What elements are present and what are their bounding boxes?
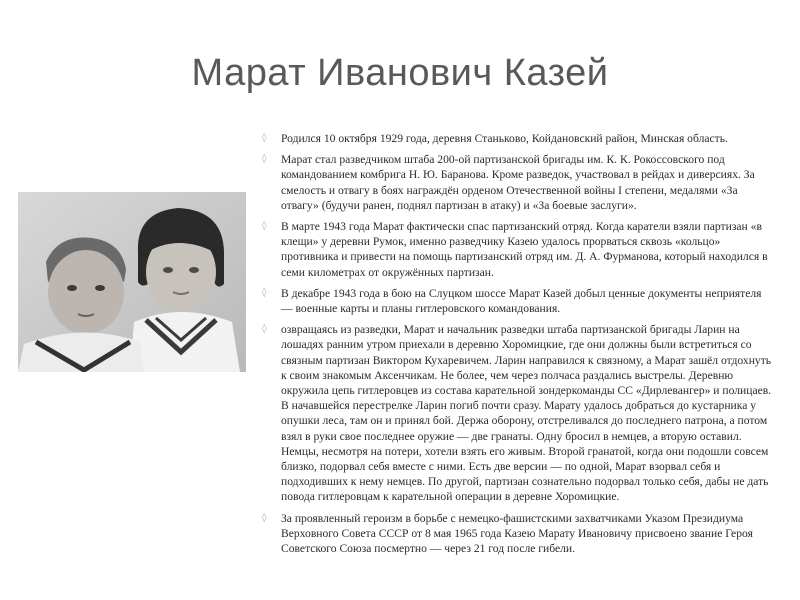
paragraph-text: Марат стал разведчиком штаба 200-ой партизанской бригады им. К. К. Рокоссовского под командованием комбрига Н. Ю. Баранова. Кроме разведок, участвовал в рейдах и диверсиях. За смелость и отвагу в боях награждён орденом Отечественной войны I степени, медалями «За отвагу» (будучи ранен, поднял партизан в атаку) и «За боевые заслуги». (281, 153, 755, 212)
bullet-icon: ◊ (262, 154, 267, 165)
bullet-icon: ◊ (262, 512, 267, 523)
list-item (262, 219, 774, 280)
body-text (262, 131, 774, 562)
paragraph-text: За проявленный героизм в борьбе с немецко-фашистскими захватчиками Указом Президиума Верховного Совета СССР от 8 мая 1965 года Казею Марату Ивановичу присвоено звание Героя Советского Союза посмертно — через 21 год после гибели. (281, 511, 753, 556)
paragraph-text: В марте 1943 года Марат фактически спас партизанский отряд. Когда каратели взяли партизан «в клещи» у деревни Румок, именно разведчику Казею удалось прорваться сквозь «кольцо» противника и привести на помощь партизанский отряд им. Д. А. Фурманова, который находился в семи километрах от окружённых партизан. (281, 220, 768, 279)
list-item (262, 152, 774, 213)
list-item (262, 286, 774, 316)
paragraph-list (262, 131, 774, 556)
slide-title: Марат Иванович Казей (191, 52, 609, 94)
list-item (262, 131, 774, 146)
paragraph-text: В декабре 1943 года в бою на Слуцком шоссе Марат Казей добыл ценные документы неприятеля — военные карты и планы гитлеровского командования. (281, 286, 762, 316)
bullet-icon: ◊ (262, 324, 267, 335)
paragraph-text: Родился 10 октября 1929 года, деревня Станьково, Койдановский район, Минская область. (281, 132, 728, 145)
portrait-photo (18, 192, 246, 372)
bullet-icon: ◊ (262, 133, 267, 143)
list-item (262, 322, 774, 504)
bullet-icon: ◊ (262, 287, 267, 298)
list-item (262, 511, 774, 557)
paragraph-text: озвращаясь из разведки, Марат и начальник разведки штаба партизанской бригады Ларин на лошадях ранним утром приехали в деревню Хоромицкие, где они должны были встретиться со связным партизан Виктором Кухаревичем. Ларин направился к связному, а Марат зашёл отдохнуть к своим знакомым Аксенчикам. Не более, чем через полчаса раздались выстрелы. Деревню окружила цепь гитлеровцев из состава карательной зондеркоманды СС «Дирлевангер» и полицаев. В начавшейся перестрелке Ларин погиб почти сразу. Марату удалось добраться до кустарника у опушки леса, там он и принял бой. Держа оборону, отстреливался до последнего патрона, а потом взял в руки свое последнее оружие — две гранаты. Одну бросил в немцев, а вторую оставил. Немцы, несмотря на потери, хотели взять его живым. Второй гранатой, когда они подошли совсем близко, подорвал себя вместе с ними. Есть две версии — по одной, Марат взорвал себя и подходивших к нему немцев. По другой, партизан сознательно подорвал только себя, дабы не дать повода гитлеровцам к карательной операции в деревне Хоромицкие. (281, 323, 772, 504)
bullet-icon: ◊ (262, 221, 267, 232)
